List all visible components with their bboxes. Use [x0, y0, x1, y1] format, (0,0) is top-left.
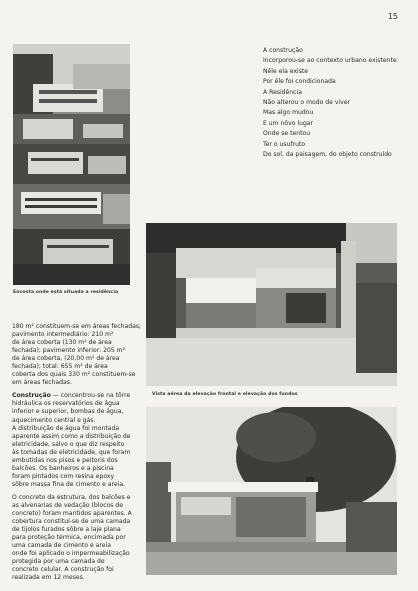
text-line: de área coberta (130 m² de área	[12, 339, 112, 347]
construction-heading: Construção	[12, 392, 51, 400]
text-line: — concentrou-se na tôrre	[50, 392, 131, 400]
facade-photo	[146, 407, 397, 575]
caption-aerial: Vista aérea da elevação frontal e elevação dos fundos	[152, 392, 298, 397]
text-line: fechada); pavimento inferior: 205 m²	[12, 347, 126, 355]
poem	[263, 46, 397, 160]
poem-line: A Residência	[263, 88, 302, 96]
text-line: concreto) foram mantidos aparentes. A	[12, 510, 132, 518]
poem-line: Ter o usufruto	[263, 140, 306, 148]
text-line: sôbre massa fina de cimento e areia.	[12, 480, 125, 488]
text-line: de área coberta, (20,00 m² de área	[12, 355, 120, 363]
text-line: às tomadas de eletricidade, que foram	[12, 448, 131, 456]
text-line: 180 m² constituem-se em áreas fechadas;	[12, 323, 142, 330]
poem-line: Não alterou o modo de viver	[263, 99, 350, 107]
text-line: pavimento intermediário: 210 m²	[12, 331, 114, 339]
page-number: 15	[387, 12, 398, 21]
text-line: de tijolos furados sôbre a laje plana	[12, 526, 121, 534]
concrete-paragraph	[12, 494, 144, 583]
poem-line: Onde se tentou	[263, 130, 311, 138]
text-line: onde foi aplicado o impermeabilização	[12, 550, 130, 558]
text-line: para proteção térmica, encimada por	[12, 534, 126, 542]
text-line: aquecimento central e gás.	[12, 416, 96, 424]
poem-line: Do sol, da paisagem, do objeto construído	[263, 151, 392, 159]
text-line: hidráulica os reservatórios de água	[12, 400, 120, 408]
poem-line: Mas algo mudou	[263, 109, 314, 117]
aerial-photo	[146, 223, 397, 386]
text-line: concreto celular. A construção foi	[12, 566, 114, 574]
aerial-image	[146, 223, 397, 386]
poem-line: A construção	[263, 47, 303, 54]
text-line: eletricidade, salvo o que diz respeito	[12, 440, 125, 448]
text-line: foram pintados com resina epoxy	[12, 472, 115, 480]
construction-paragraph	[12, 392, 144, 489]
text-line: uma camada de cimento e areia	[12, 542, 111, 550]
areas-paragraph	[12, 323, 144, 387]
text-line: fechada); total: 655 m² de área	[12, 363, 108, 371]
text-line: protegida por uma camada de	[12, 558, 105, 566]
hillside-image	[13, 44, 130, 285]
caption-hillside: Encosta onde está situada a residência	[13, 290, 119, 295]
poem-line: Nêle ela existe	[263, 67, 309, 75]
poem-line: Por êle foi condicionada	[263, 78, 336, 86]
text-line: balcões. Os banheiros e a piscina	[12, 464, 114, 472]
text-line: cobertura constituí-se de uma camada	[12, 518, 131, 526]
text-line: inferior e superior, bombas de água,	[12, 408, 124, 416]
text-line: em áreas fechadas.	[12, 379, 72, 387]
text-line: O concreto da estrutura, dos balcões e	[12, 493, 131, 501]
text-line: aparente assim como a distribuição de	[12, 432, 131, 440]
body-text	[12, 323, 144, 587]
facade-image	[146, 407, 397, 575]
poem-line: E um nôvo lugar	[263, 119, 314, 127]
poem-line: Incorporou-se ao contexto urbano existente	[263, 57, 397, 65]
text-line: coberta dos quais 330 m² constituem-se	[12, 371, 136, 379]
text-line: A distribuição de água foi montada	[12, 424, 120, 432]
text-line: realizada em 12 meses.	[12, 574, 85, 582]
text-line: embutidas nos pisos e peitoris dos	[12, 456, 118, 464]
text-line: as alvenarias de vedação (blocos de	[12, 501, 124, 509]
hillside-photo	[13, 44, 130, 285]
